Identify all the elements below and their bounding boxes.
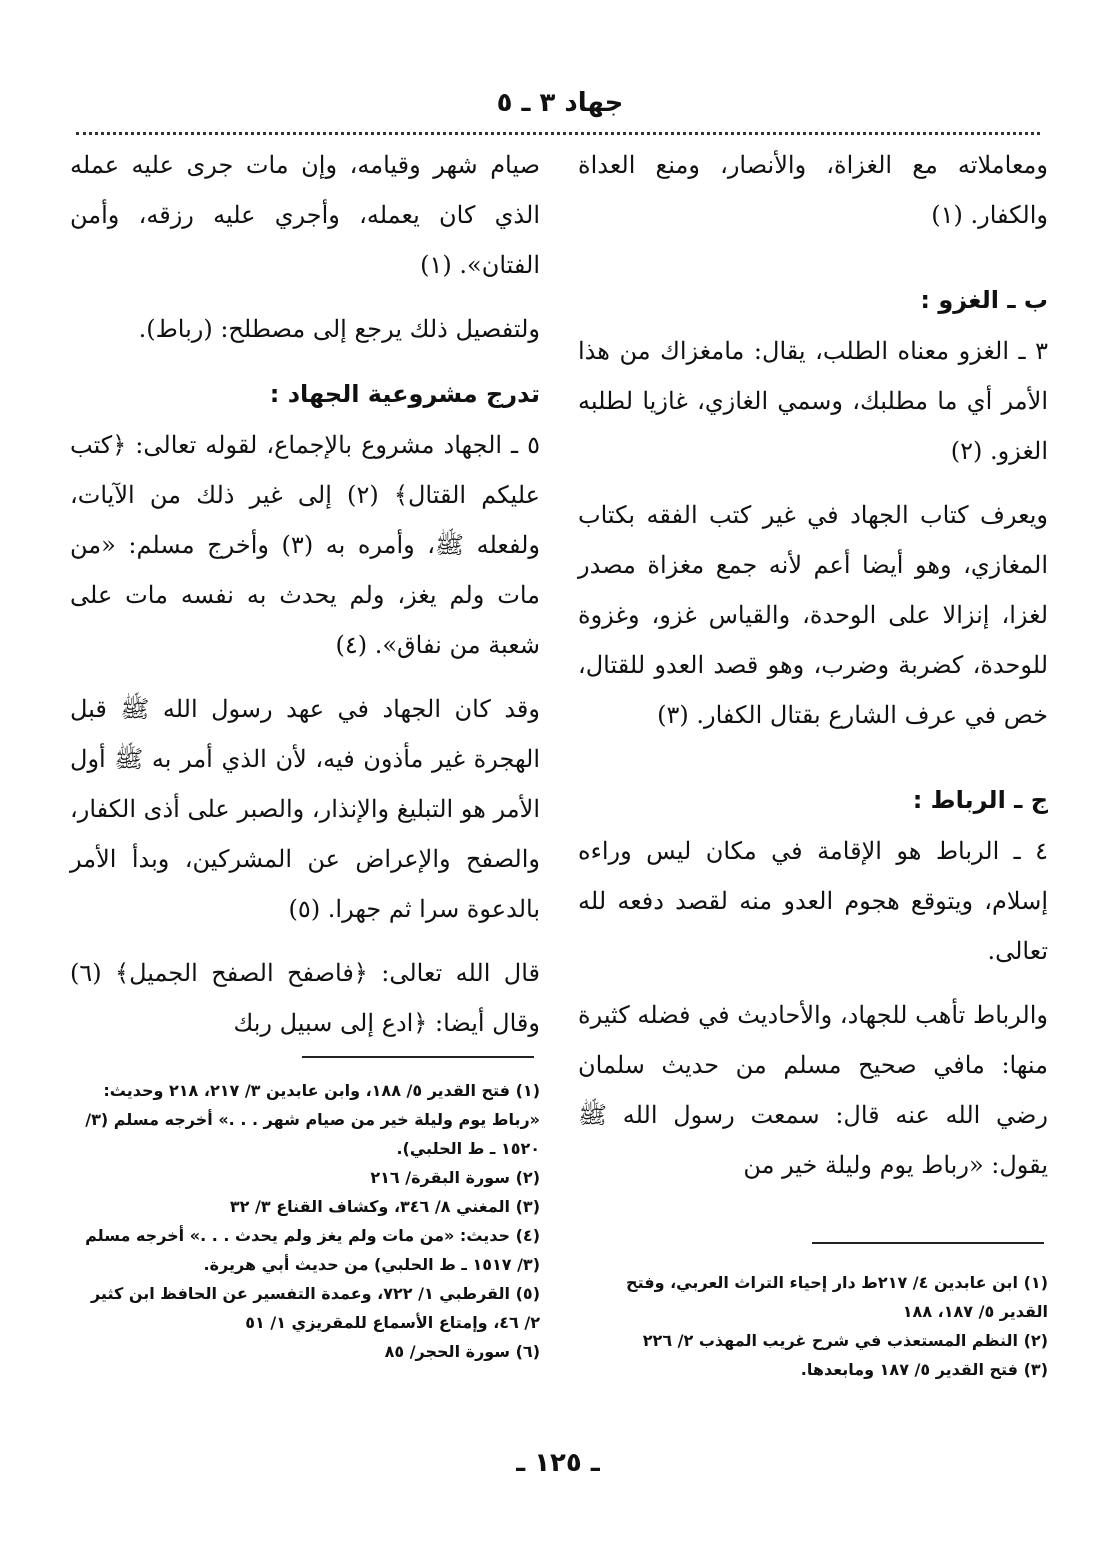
footnote-item: (٤) حديث: «من مات ولم يغز ولم يحدث . . .» أخرجه مسلم (٣/ ١٥١٧ ـ ط الحلبي) من حديث أبي هريرة. <box>85 1226 540 1274</box>
footnotes-right <box>578 1268 1048 1384</box>
footnote-divider <box>302 1056 534 1058</box>
paragraph: وقد كان الجهاد في عهد رسول الله ﷺ قبل الهجرة غير مأذون فيه، لأن الذي أمر به ﷺ أول الأمر هو التبليغ والإنذار، والصبر على أذى الكفار، والصفح والإعراض عن المشركين، وبدأ الأمر بالدعوة سرا ثم جهرا. (٥) <box>70 695 540 923</box>
right-column <box>578 140 1048 1190</box>
running-head: جهاد ٣ ـ ٥ <box>496 88 624 118</box>
footnote-item: (١) فتح القدير ٥/ ١٨٨، وابن عابدين ٣/ ٢١٧، ٢١٨ وحديث: «رباط يوم وليلة خير من صيام شهر . . .» أخرجه مسلم (٣/ ١٥٢٠ ـ ط الحلبي). <box>85 1081 540 1158</box>
footnote-item: (٦) سورة الحجر/ ٨٥ <box>384 1342 540 1361</box>
footnote-divider <box>812 1242 1044 1244</box>
paragraph: ٤ ـ الرباط هو الإقامة في مكان ليس وراءه إسلام، ويتوقع هجوم العدو منه لقصد دفعه لله تعالى. <box>578 837 1048 965</box>
paragraph: ٥ ـ الجهاد مشروع بالإجماع، لقوله تعالى: ﴿كتب عليكم القتال﴾ (٢) إلى غير ذلك من الآيات، ولفعله ﷺ، وأمره به (٣) وأخرج مسلم: «من مات ولم يغز، ولم يحدث به نفسه مات على شعبة من نفاق». (٤) <box>70 431 541 659</box>
footnotes-left <box>70 1076 540 1366</box>
footnote-item: (٣) فتح القدير ٥/ ١٨٧ ومابعدها. <box>800 1360 1048 1379</box>
footnote-item: (٥) القرطبي ١/ ٧٢٢، وعمدة التفسير عن الحافظ ابن كثير ٢/ ٤٦، وإمتاع الأسماع للمقريزي ١/ ٥١ <box>90 1284 540 1332</box>
footnote-item: (١) ابن عابدين ٤/ ٢١٧ط دار إحياء التراث العربي، وفتح القدير ٥/ ١٨٧، ١٨٨ <box>626 1273 1048 1321</box>
paragraph: ٣ ـ الغزو معناه الطلب، يقال: مامغزاك من هذا الأمر أي ما مطلبك، وسمي الغازي، غازيا لطلبه الغزو. (٢) <box>578 337 1048 465</box>
paragraph: ولتفصيل ذلك يرجع إلى مصطلح: (رباط). <box>138 315 540 343</box>
left-column <box>70 140 540 1048</box>
footnote-item: (٢) سورة البقرة/ ٢١٦ <box>370 1168 540 1187</box>
page-number: ـ ١٢٥ ـ <box>516 1448 600 1478</box>
paragraph: ومعاملاته مع الغزاة، والأنصار، ومنع العداة والكفار. (١) <box>578 151 1048 229</box>
section-heading-ghazw: ب ـ الغزو : <box>920 286 1048 314</box>
footnote-item: (٣) المغني ٨/ ٣٤٦، وكشاف القناع ٣/ ٣٢ <box>229 1197 540 1216</box>
section-heading-jihad-legitimacy: تدرج مشروعية الجهاد : <box>269 380 540 408</box>
section-heading-ribat: ج ـ الرباط : <box>912 786 1048 814</box>
paragraph: صيام شهر وقيامه، وإن مات جرى عليه عمله الذي كان يعمله، وأجري عليه رزقه، وأمن الفتان». (١) <box>70 151 540 279</box>
paragraph: ويعرف كتاب الجهاد في غير كتب الفقه بكتاب المغازي، وهو أيضا أعم لأنه جمع مغزاة مصدر لغزا، إنزالا على الوحدة، والقياس غزو، وغزوة للوحدة، كضربة وضرب، وهو قصد العدو للقتال، خص في عرف الشارع بقتال الكفار. (٣) <box>578 501 1048 729</box>
paragraph: والرباط تأهب للجهاد، والأحاديث في فضله كثيرة منها: مافي صحيح مسلم من حديث سلمان رضي الله عنه قال: سمعت رسول الله ﷺ يقول: «رباط يوم وليلة خير من <box>578 1001 1048 1179</box>
footnote-item: (٢) النظم المستعذب في شرح غريب المهذب ٢/ ٢٢٦ <box>642 1331 1048 1350</box>
header-dotted-rule <box>76 132 1040 135</box>
paragraph: قال الله تعالى: ﴿فاصفح الصفح الجميل﴾ (٦) وقال أيضا: ﴿ادع إلى سبيل ربك <box>70 959 540 1037</box>
